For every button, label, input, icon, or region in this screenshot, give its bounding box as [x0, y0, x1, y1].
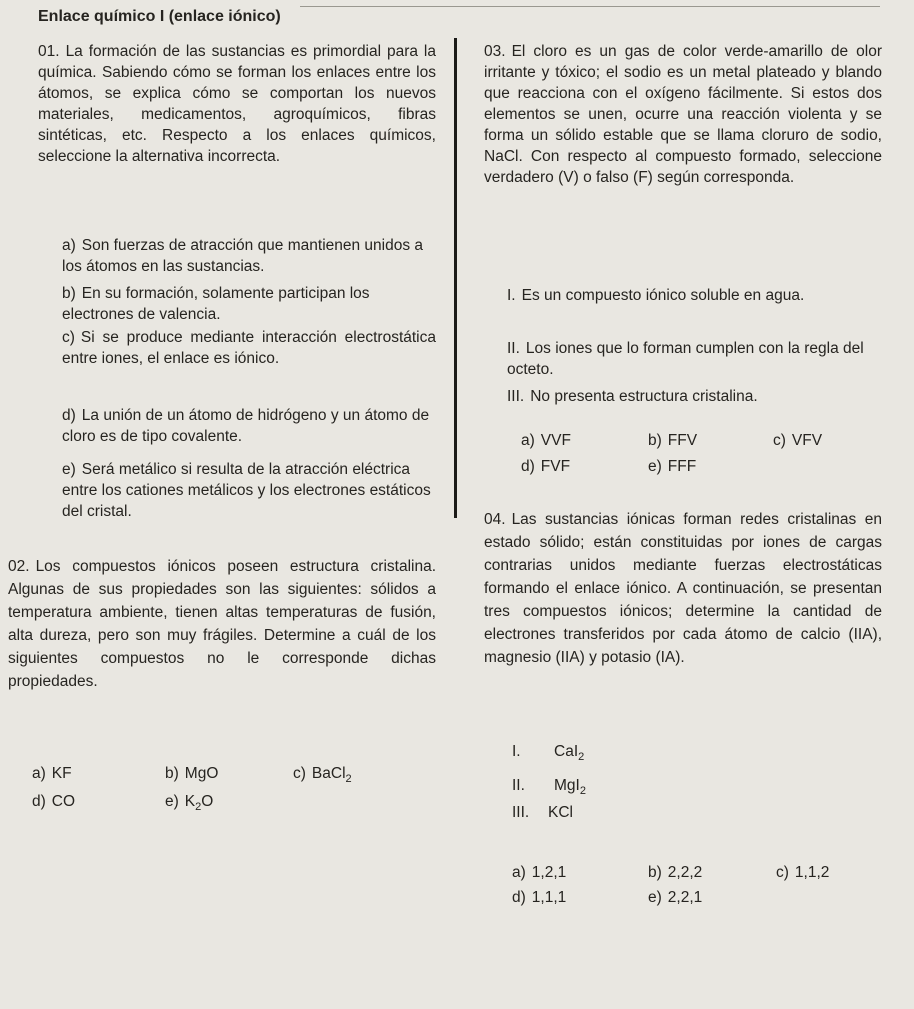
question-03-option-b[interactable]: b) FFV	[648, 432, 698, 449]
question-03-statement-3: III. No presenta estructura cristalina.	[507, 388, 758, 405]
question-04-option-e[interactable]: e) 2,2,1	[648, 889, 703, 906]
question-04-option-a[interactable]: a) 1,2,1	[512, 864, 567, 881]
question-02-number: 02.	[8, 558, 30, 575]
question-01-option-b[interactable]: b) En su formación, solamente participan los electrones de valencia.	[62, 285, 370, 323]
question-01-option-c[interactable]: c) Si se produce mediante interacción electrostática entre iones, el enlace es iónico.	[62, 329, 436, 367]
question-04-option-c[interactable]: c) 1,1,2	[776, 864, 830, 881]
question-03-number: 03.	[484, 43, 506, 60]
page-title: Enlace químico I (enlace iónico)	[38, 8, 281, 25]
question-03-option-a[interactable]: a) VVF	[521, 432, 571, 449]
question-02-option-d[interactable]: d) CO	[32, 793, 76, 810]
question-04-option-d[interactable]: d) 1,1,1	[512, 889, 567, 906]
question-03-statement-1: I. Es un compuesto iónico soluble en agua.	[507, 287, 805, 304]
question-02-stem	[8, 555, 436, 693]
question-04-compound-3: III. KCl	[512, 804, 573, 821]
question-04-option-b[interactable]: b) 2,2,2	[648, 864, 703, 881]
question-02-option-a[interactable]: a) KF	[32, 765, 72, 782]
column-divider	[454, 38, 457, 518]
question-03-option-d[interactable]: d) FVF	[521, 458, 571, 475]
question-01-text: La formación de las sustancias es primordial para la química. Sabiendo cómo se forman los enlaces entre los átomos, se explica cómo se comportan los nuevos materiales, medicamentos, agroquímicos, fibras sintéticas, etc. Respecto a los enlaces químicos, seleccione la alternativa incorrecta.	[38, 43, 436, 165]
question-04-number: 04.	[484, 511, 506, 528]
question-04-text: Las sustancias iónicas forman redes cristalinas en estado sólido; están constituidas por iones de cargas contrarias unidos mediante fuerzas electrostáticas formando el enlace iónico. A continuación, se presentan tres compuestos iónicos; determine la cantidad de electrones transferidos por cada átomo de calcio (IIA), magnesio (IIA) y potasio (IA).	[484, 511, 882, 666]
question-01-number: 01.	[38, 43, 60, 60]
top-rule	[300, 6, 880, 7]
question-03-option-e[interactable]: e) FFF	[648, 458, 697, 475]
question-03-stem	[484, 41, 882, 188]
question-04-compound-2: II. MgI$_2$	[512, 777, 586, 797]
question-02-option-b[interactable]: b) MgO	[165, 765, 219, 782]
question-02-text: Los compuestos iónicos poseen estructura cristalina. Algunas de sus propiedades son las siguientes: sólidos a temperatura ambiente, tienen altas temperaturas de fusión, alta dureza, pero son muy frágiles. Determine a cuál de los siguientes compuestos no le corresponde dichas propiedades.	[8, 558, 436, 690]
question-02-option-e[interactable]: e) $K_2O$	[165, 793, 214, 813]
question-04-compound-1: I. CaI$_2$	[512, 743, 585, 763]
question-02-option-c[interactable]: c) BaCl$_2$	[293, 765, 352, 785]
question-03-statement-2: II. Los iones que lo forman cumplen con la regla del octeto.	[507, 340, 864, 378]
question-01-option-e[interactable]: e) Será metálico si resulta de la atracción eléctrica entre los cationes metálicos y los electrones estáticos del cristal.	[62, 461, 431, 520]
question-04-stem	[484, 508, 882, 669]
question-03-option-c[interactable]: c) VFV	[773, 432, 823, 449]
question-01-stem	[38, 41, 436, 167]
question-01-option-a[interactable]: a) Son fuerzas de atracción que mantienen unidos a los átomos en las sustancias.	[62, 237, 424, 275]
question-03-text: El cloro es un gas de color verde-amarillo de olor irritante y tóxico; el sodio es un metal plateado y blando que reacciona con el oxígeno fácilmente. Si estos dos elementos se unen, ocurre una reacción violenta y se forma un sólido estable que se llama cloruro de sodio, NaCl. Con respecto al compuesto formado, seleccione verdadero (V) o falso (F) según corresponda.	[484, 43, 882, 186]
question-01-option-d[interactable]: d) La unión de un átomo de hidrógeno y un átomo de cloro es de tipo covalente.	[62, 407, 430, 445]
